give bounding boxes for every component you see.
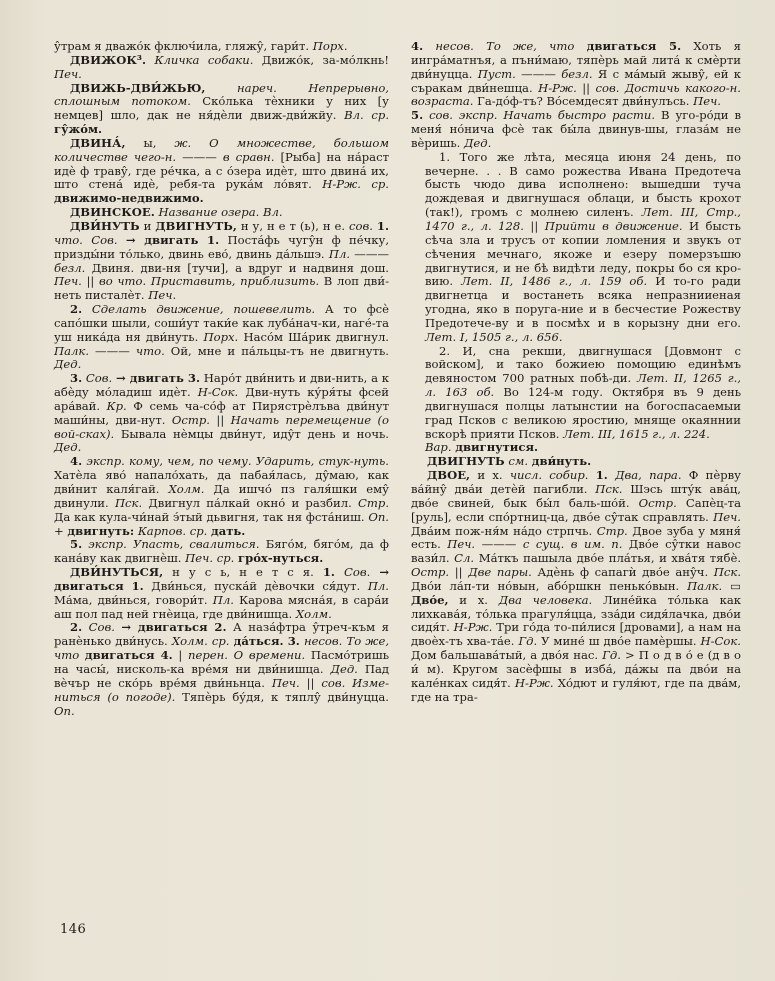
dictionary-entry: 4. несов. То же, что двигаться 5. Хоть я ингра́матнъя, а пъни́маю, тяпѐрь май лита́ к смѐрти дви́нуцца. Пуст. ——— безл. Я с ма́мый жыву̂, ей к съракам дви́нешца. Н-Рж. || сов. Достичь какого-н. возраста. Га-до́ф-тъ? Во́семдесят дви́нулъсь. Печ. (411, 39, 742, 109)
dictionary-entry: Вар. двигнутися. (425, 440, 539, 455)
dictionary-entry: ДВИ́НУТЬСЯ, н у с ь, н е т с я. 1. Сов. → двигаться 1. Дви́нься, пуска́й дѐвочки ся́дут. Пл. Ма́ма, дви́нься, говори́т. Пл. Карова мясна́я, в сара́и аш пол пад ней гнѐица, где дви́нишца. Холм. (54, 565, 390, 621)
dictionary-entry: ДВИЖОК³. Кличка собаки. Движо́к, за-мо́лкнь! Печ. (54, 52, 390, 81)
left-column (54, 40, 389, 718)
dictionary-entry: 4. экспр. кому, чем, по чему. Ударить, стук-нуть. Хатѐла яво́ напало́хать, да пабая́лась, ду̂маю, как дви́нит каля́гай. Холм. Да ишчо́ пз галя́шки ему̂ двинули. Пск. Двигнул па́лкай окно́ и разбил. Стр. Да как кула-чи́най э́тый дьвигня, так ня фста́ниш. Оп. + двигнуть: Карпов. ср. дать. (54, 454, 390, 538)
dictionary-entry: 2. И, сна рекши, двигнушася [Довмонт с войском], и тако божиею помощию единѣмъ девяностом 700 ратных побѣ-ди. Лет. II, 1265 г., л. 163 об. Во 124-м году. Октября въ 9 день двигнушася полцы латынстии на богоспасаемыи град Псков с великою яростию, мняще окаяннии вскорѣ прияти Псков. Лет. III, 1615 г., л. 224. (425, 343, 742, 441)
dictionary-entry: 2. Сов. → двигаться 2. А наза́фтра у̂треч-към я ранѐнько дви́нусь. Холм. ср. да́ться. 3. несов. То же, что двигаться 4. | перен. О времени. Пасмо́тришь на часы́, нисколь-ка вре́мя ни дви́нишца. Дед. Пад вѐчър не ско́рь вре́мя дви́ньнца. Печ. || сов. Изме-ниться (о погоде). Тяпѐрь бу́дя, к тяплу̂ дви́нуцца. Оп. (54, 620, 390, 718)
dictionary-entry: 3. Сов. → двигать 3. Наро́т дви́нить и дви-нить, а к абѐду мо́ладиш идѐт. Н-Сок. Дви-нуть ку́ря́ты фсей ара́вай. Кр. Ф семь ча-со́ф ат Пирястрѐлъва дви́нут маши́ны, дви-нут. Остр. || Начать перемещение (о вой-сках). Бывала нѐмцы дви́нут, иду̂т день и ночь. Дед. (54, 371, 390, 455)
page-number: 146 (60, 922, 87, 937)
dictionary-entry: у̂трам я дважо́к фключ́ила, гляжу̂, гари́т. Порх. (54, 39, 348, 53)
dictionary-entry: ДВОЕ, и х. числ. собир. 1. Два, пара. Ф пѐрву ва́йну̂ два́и детѐй пагибли. Пск. Шэсь шту́к ава́ц, дво́е свиней, бык бы́л баль-шо́й. Остр. Сапѐц-та [руль], если спо́ртниц-ца, дво́е су̂так справлять. Печ. Два́им пож-ня́м на́до стрпчь. Стр. Двое зуба у мяня́ есть. Печ. ——— с сущ. в им. п. Дво́е су̂тки навос вази́л. Сл. Ма́ткъ пашыла дво́е пла́тья, и хва́тя тябѐ. Остр. || Две пары. Адѐнь ф сапагѝ дво́е ану̂ч. Пск. Дво́и ла́п-ти но́вын, або́ршкн пенько́вын. Палк. ▭ Дво́е, и х. Два человека. Лине́йка то́лька как лихкава́я, то́лька прагуля́цца, зза́ди сидя́лачка, дво́и сидя́т. Н-Рж. Три го́да то-пи́лися [дровами], а нам на двоѐх-тъ хва-та́е. Гд. У мине́ ш дво́е памѐршы. Н-Сок. Дом бальшава́тый, а дво́я нас. Гд. > П о д в о́ е (д в о и́ м). Кругом засѐфшы в изба́, да́жы па дво́и на кале́нках сидя́т. Н-Рж. Хо́дют и гуля́ют, где па два́м, где на тра- (411, 468, 742, 704)
dictionary-entry: 1. Того же лѣта, месяца июня 24 день, по вечерне. . . В само рожества Ивана Предотеча бысть чюдо дива исполнено: вышедши туча дождевая и двигнушася облаци, и бысть крохот (так!), громъ с молнею силенъ. Лет. III, Стр., 1470 г., л. 128. || Прийти в движение. И бысть сѣча зла и трусъ от копии ломления и звукъ от сѣчения мечнаго, якоже и езеру померзъшю двигнутися, и не бѣ видѣти леду, покры бо ся кро-вию. Лет. II, 1486 г., л. 159 об. И то-го ради двигнетца и востанеть всяка непразнииеная угодна, яко в поруга-ние и в бесчестие Рожеству Предотече-ву и в посмѣх и в корызну дни его. Лет. I, 1505 г., л. 656. (425, 149, 741, 344)
dictionary-entry: ДВИНСКОЕ. Название озера. Вл. (70, 205, 283, 220)
dictionary-entry: 2. Сделать движение, пошевелить. А то фсѐ сапо́шки шыли, соши́ут таки́е как луба́нач-ки, наге́-та уш ника́да ня дви́нуть. Порх. Насо́м Ша́рик двигнул. Палк. ——— что. Ой, мне и па́льцы-тъ не двигнуть. Дед. (54, 302, 390, 372)
dictionary-entry: 5. сов. экспр. Начать быстро расти. В уго-ро́ди в меня́ но́нича фсѐ так бы́ла двинув-шы, глаза́м не вѐришь. Дед. (411, 108, 741, 150)
dictionary-entry: ДВИГНУТЬ см. дви́нуть. (427, 454, 592, 469)
dictionary-entry: 5. экспр. Упасть, свалиться. Бяго́м, бяго́м, да ф кана́ву как двигнѐш. Печ. ср. гро́х-нуться. (54, 537, 390, 566)
dictionary-entry: ДВИ́НУТЬ и ДВИГНУТЬ, н у, н е т (ь), н е. сов. 1. что. Сов. → двигать 1. Поста́фь чугу̂н ф пе́чку, призды́ни то́лько, двинь ево́, двинь да́льшэ. Пл. ——— безл. Двиня. дви-ня [тучи], а вдруг и надвиня дош. Печ. || во что. Приставить, приблизить. В лоп дви́-неть писталѐт. Печ. (54, 218, 390, 303)
dictionary-entry: ДВИНА́, ы, ж. О множестве, большом количестве чего-н. ——— в сравн. [Рыба] на на́раст идѐ ф траву̂, где ре́чка, а с о́зера идѐт, што двина́ их, што стена́ идѐ, ребя-та рука́м ло́вят. Н-Рж. ср. движимо-недвижимо. (54, 135, 389, 206)
dictionary-entry: ДВИЖЬ-ДВИ́ЖЬЮ, нареч. Непрерывно, сплошным потоком. Ско́лька тѐхники у них [у немцев] шло, дак не ня́дѐли движ-дви́жйу. Вл. ср. гу̂жо́м. (54, 80, 390, 137)
right-column (411, 40, 741, 705)
